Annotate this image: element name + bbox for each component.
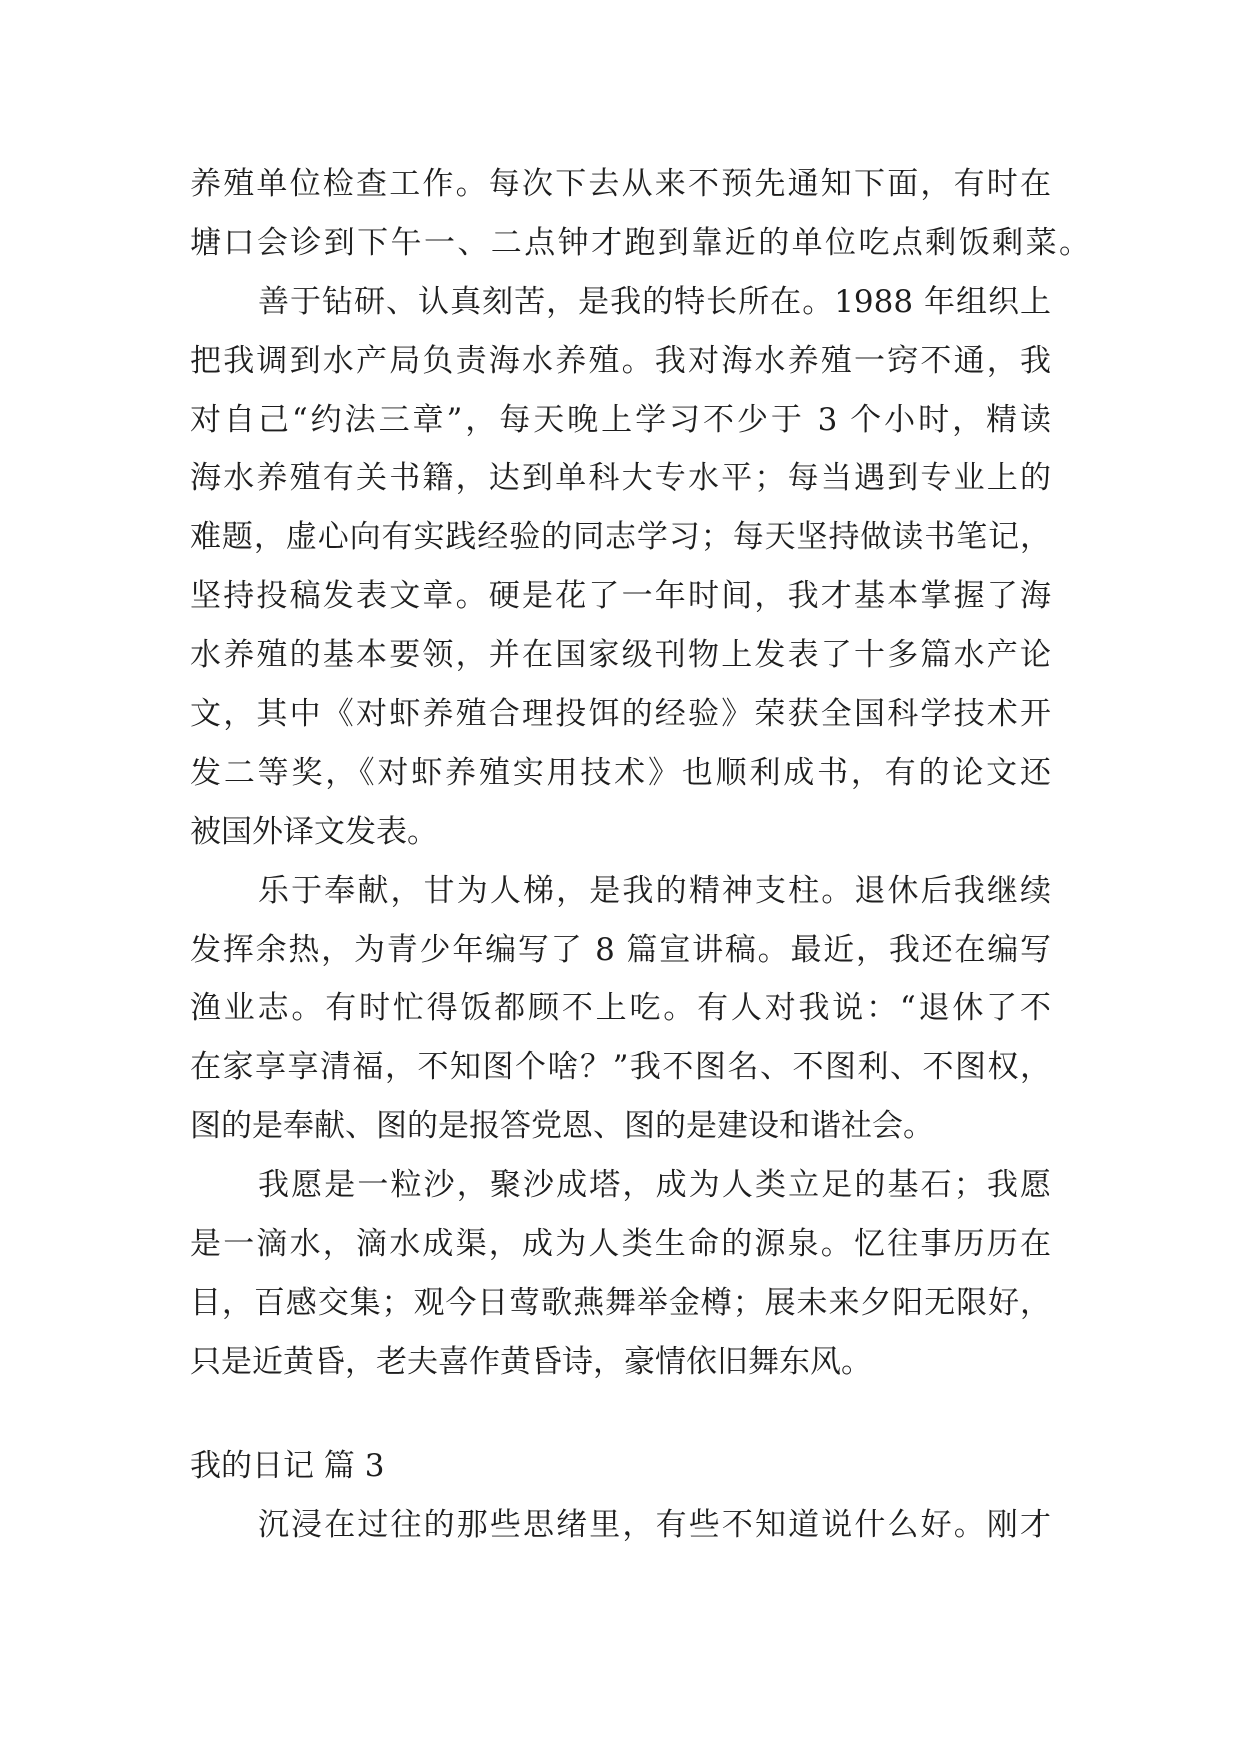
text-line: 养殖单位检查工作。每次下去从来不预先通知下面，有时在 <box>190 166 1051 202</box>
text-line: 海水养殖有关书籍，达到单科大专水平；每当遇到专业上的 <box>190 460 1051 497</box>
text-line: 目，百感交集；观今日莺歌燕舞举金樽；展未来夕阳无限好， <box>190 1284 1051 1321</box>
text-line: 塘口会诊到下午一、二点钟才跑到靠近的单位吃点剩饭剩菜。 <box>190 224 1090 261</box>
text-line: 只是近黄昏，老夫喜作黄昏诗，豪情依旧舞东风。 <box>190 1343 872 1380</box>
text-line: 发二等奖，《对虾养殖实用技术》也顺利成书，有的论文还 <box>190 754 1051 791</box>
text-line: 渔业志。有时忙得饭都顾不上吃。有人对我说：“退休了不 <box>190 990 1051 1027</box>
text-line: 图的是奉献、图的是报答党恩、图的是建设和谐社会。 <box>190 1108 934 1145</box>
text-line: 是一滴水，滴水成渠，成为人类生命的源泉。忆往事历历在 <box>190 1226 1051 1263</box>
text-line: 乐于奉献，甘为人梯，是我的精神支柱。退休后我继续 <box>258 872 1051 909</box>
text-line: 把我调到水产局负责海水养殖。我对海水养殖一窍不通，我 <box>190 342 1051 379</box>
section-heading: 我的日记 篇 3 <box>190 1447 385 1484</box>
text-line: 在家享享清福，不知图个啥？”我不图名、不图利、不图权， <box>190 1049 1051 1086</box>
text-line: 坚持投稿发表文章。硬是花了一年时间，我才基本掌握了海 <box>190 578 1051 615</box>
text-line: 对自己“约法三章”，每天晚上学习不少于 3 个小时，精读 <box>190 401 1051 438</box>
paragraph <box>190 862 1051 1156</box>
text-line: 发挥余热，为青少年编写了 8 篇宣讲稿。最近，我还在编写 <box>190 931 1051 968</box>
text-line: 水养殖的基本要领，并在国家级刊物上发表了十多篇水产论 <box>190 637 1051 674</box>
text-line: 被国外译文发表。 <box>190 813 438 850</box>
text-line: 难题，虚心向有实践经验的同志学习；每天坚持做读书笔记， <box>190 519 1051 556</box>
paragraph <box>190 1156 1051 1392</box>
text-line: 善于钻研、认真刻苦，是我的特长所在。1988 年组织上 <box>258 283 1051 320</box>
paragraph <box>190 273 1051 862</box>
paragraph <box>190 1496 1051 1555</box>
text-line: 文，其中《对虾养殖合理投饵的经验》荣获全国科学技术开 <box>190 696 1051 733</box>
text-line: 沉浸在过往的那些思绪里，有些不知道说什么好。刚才 <box>258 1506 1051 1543</box>
text-line: 我愿是一粒沙，聚沙成塔，成为人类立足的基石；我愿 <box>258 1167 1051 1204</box>
document-body <box>190 155 1090 1554</box>
paragraph <box>190 155 1090 273</box>
